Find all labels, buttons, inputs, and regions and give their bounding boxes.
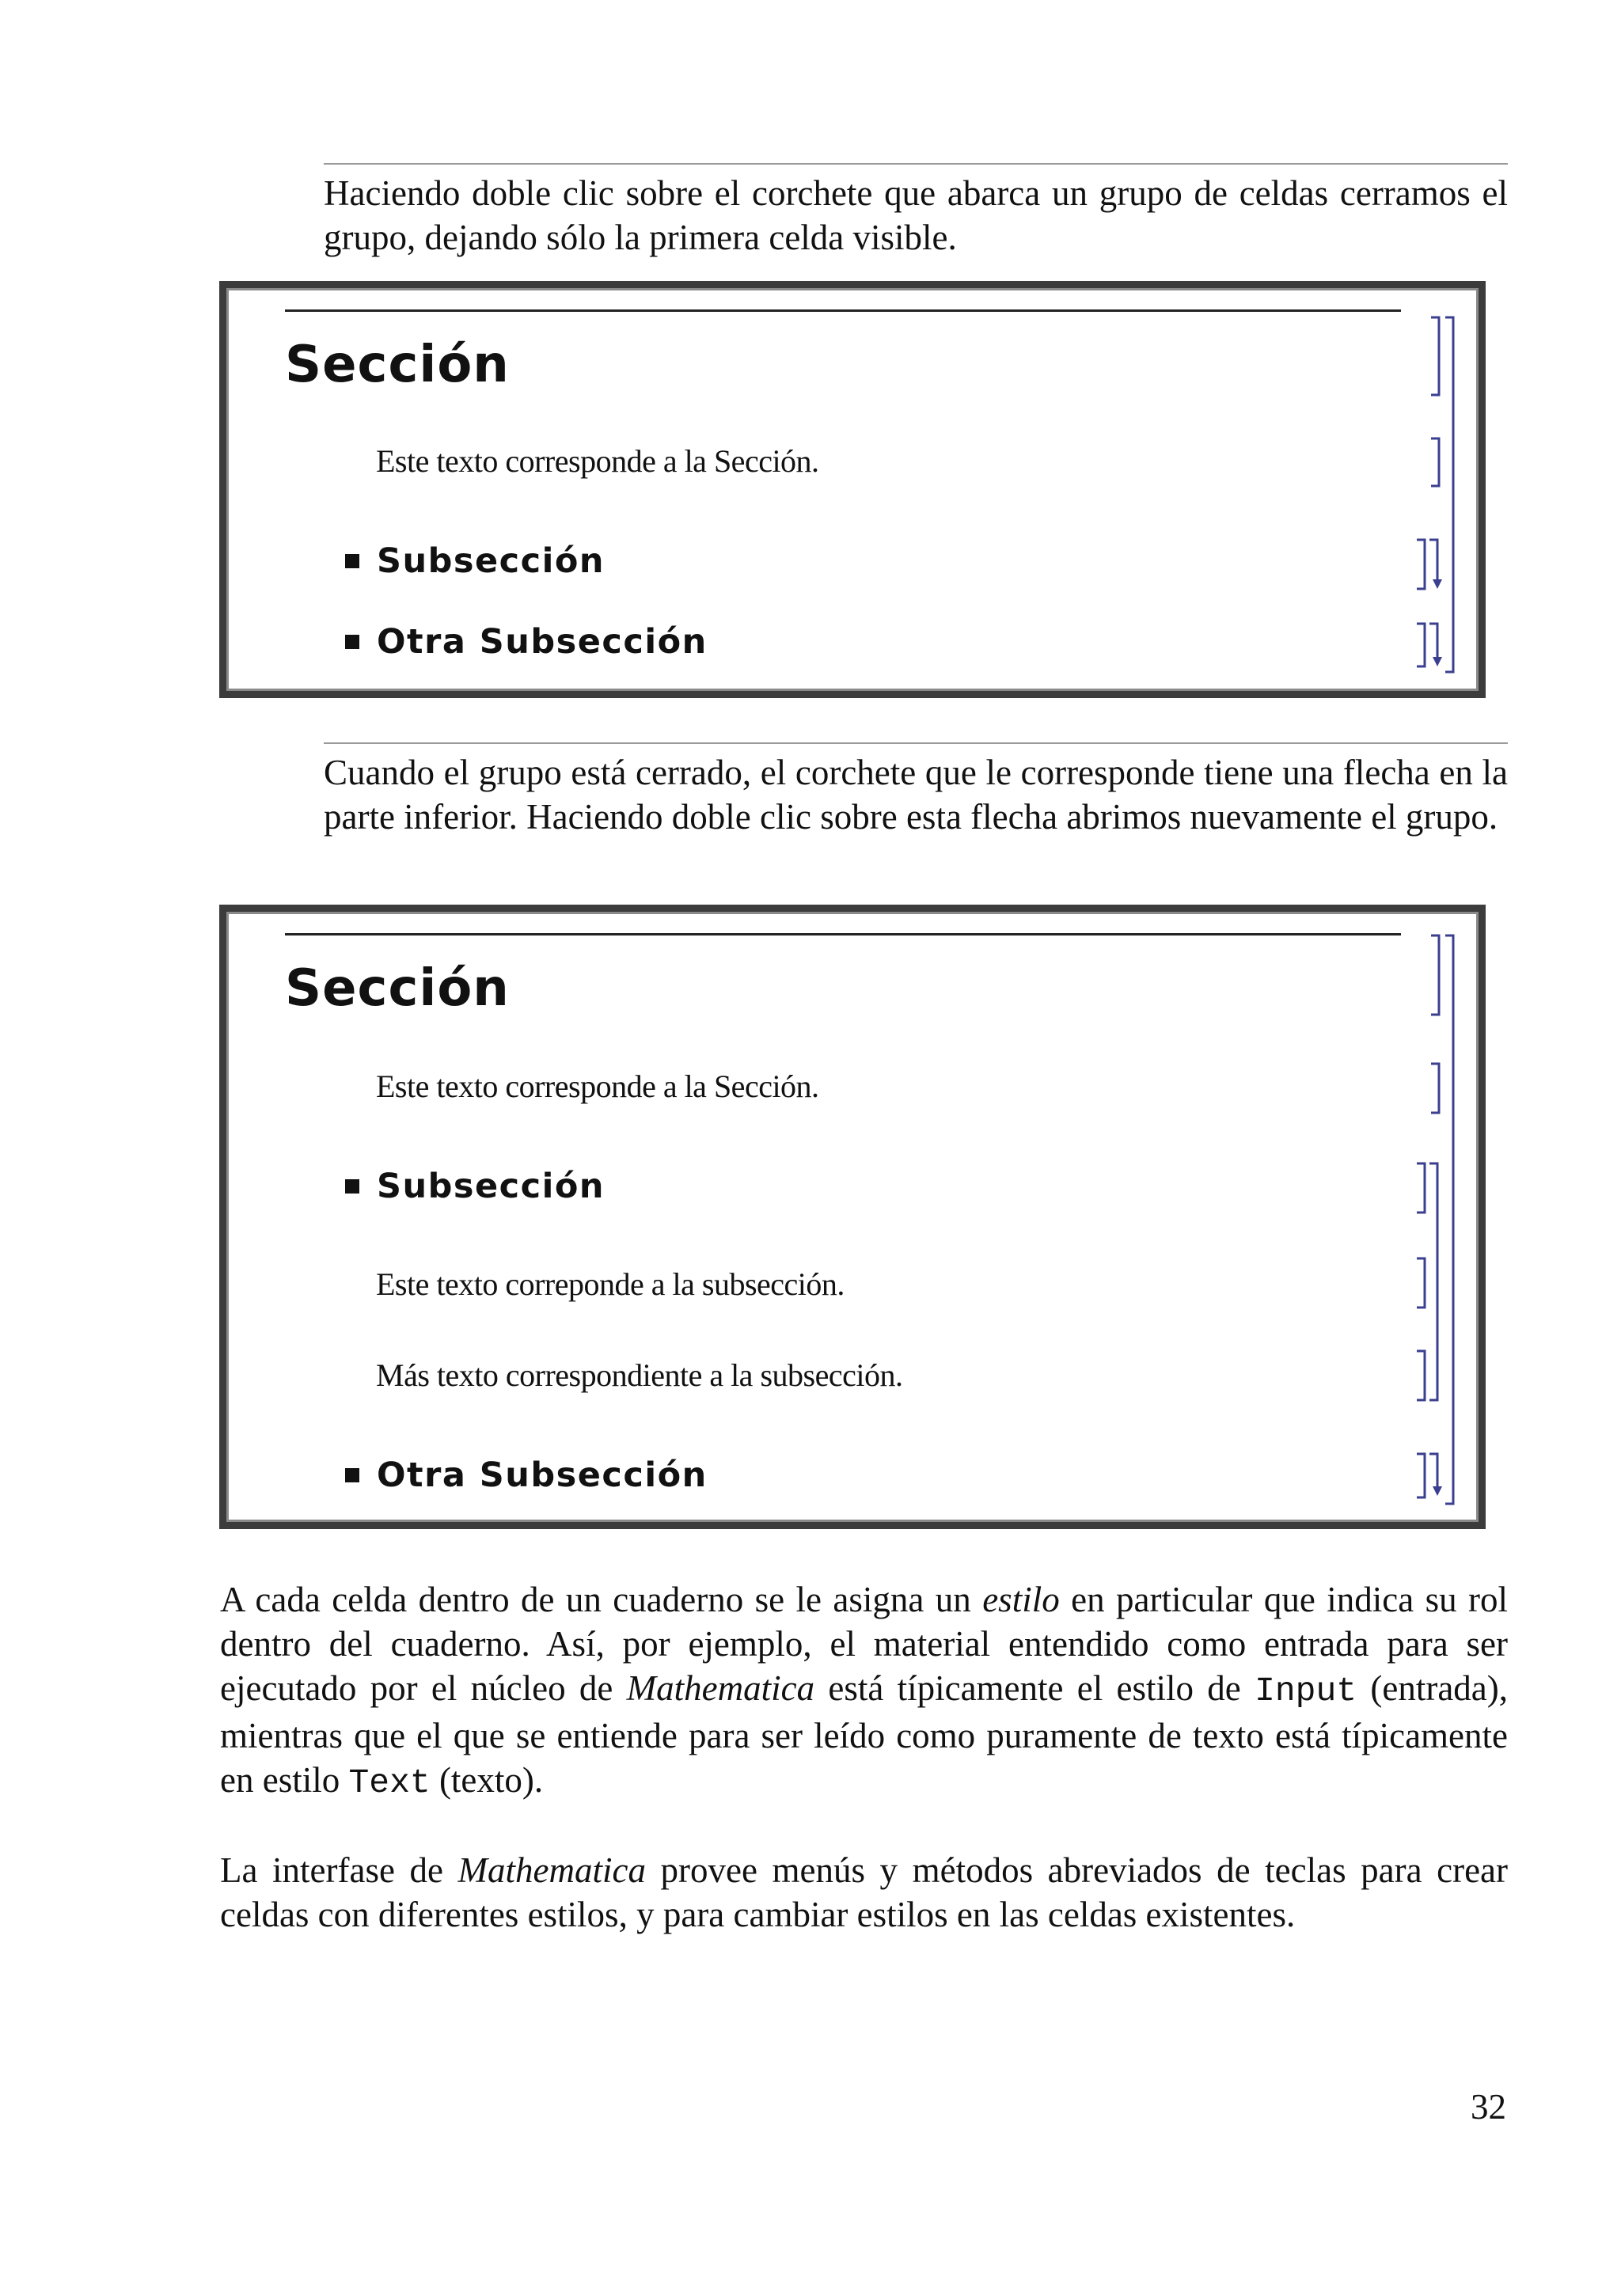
closed-group-bracket-icon [1429,540,1437,583]
closed-group-bracket-icon [1429,1454,1437,1490]
text-run: provee menús y métodos abreviados de teclas para crear celdas con diferentes estilos, y para cambiar estilos en las celdas existentes. [220,1850,1509,1934]
subsection-title [345,1167,605,1206]
group-bracket-icon [1429,1163,1437,1400]
other-subsection-title [345,622,708,662]
text-run: La interfase de [220,1850,458,1890]
separator-line [324,742,1508,744]
notebook-screenshot-closed [219,281,1486,698]
text-run-italic: Mathematica [457,1850,646,1890]
page-number: 32 [1471,2087,1506,2127]
cell-bracket-icon [1417,540,1425,589]
cell-bracket-icon [1431,317,1439,395]
section-title: Sección [285,336,510,394]
cell-bracket-icon [1431,1064,1439,1113]
section-rule [285,933,1401,935]
other-subsection-title [345,1455,708,1495]
bullet-icon [345,1468,359,1482]
code-run: Text [348,1763,431,1802]
paragraph-intro: Haciendo doble clic sobre el corchete que abarca un grupo de celdas cerramos el grupo, dejando sólo la primera celda visible. [324,173,1508,257]
cell-bracket-icon [1417,1258,1425,1307]
cell-bracket-icon [1431,935,1439,1015]
other-subsection-label: Otra Subsección [377,1455,708,1495]
cell-bracket-icon [1417,1163,1425,1213]
cell-brackets[interactable] [1391,288,1479,691]
group-bracket-icon [1445,317,1453,672]
section-title: Sección [285,959,510,1018]
closed-group-arrow-icon [1433,579,1442,589]
text-run: (entrada), mientras que el que se entiende para ser leído como puramente de texto está típicamente en estilo [220,1668,1508,1800]
section-text: Este texto corresponde a la Sección. [376,1068,819,1104]
bullet-icon [345,1179,359,1194]
cell-bracket-icon [1417,624,1425,666]
text-run: A cada celda dentro de un cuaderno se le asigna un [220,1580,983,1619]
text-run: en particular que indica su rol dentro del cuaderno. Así, por ejemplo, el material entendido como entrada para ser ejecutado por el núcleo de [220,1580,1508,1708]
text-run: está típicamente el estilo de [814,1668,1255,1708]
bullet-icon [345,635,359,649]
subsection-title [345,541,605,581]
code-run: Input [1255,1672,1357,1710]
section-text: Este texto corresponde a la Sección. [376,443,819,479]
notebook-screenshot-open [219,905,1486,1529]
subsection-label: Subsección [377,1167,605,1206]
paragraph-interface [220,1848,1508,1937]
separator-line [324,163,1508,165]
text-run-italic: Mathematica [626,1668,815,1708]
other-subsection-label: Otra Subsección [377,622,708,662]
cell-bracket-icon [1417,1351,1425,1400]
paragraph-closed-group: Cuando el grupo está cerrado, el corchete que le corresponde tiene una flecha en la parte inferior. Haciendo doble clic sobre esta flecha abrimos nuevamente el grupo. [324,753,1508,837]
cell-brackets[interactable] [1391,912,1479,1522]
bullet-icon [345,554,359,568]
subsection-text: Este texto correponde a la subsección. [376,1266,845,1302]
closed-group-arrow-icon [1433,657,1442,666]
subsection-text-more: Más texto correspondiente a la subsección. [376,1357,903,1393]
paragraph-styles [220,1577,1508,1805]
closed-group-bracket-icon [1429,624,1437,660]
cell-bracket-icon [1417,1454,1425,1497]
subsection-label: Subsección [377,541,605,581]
closed-group-arrow-icon [1433,1486,1442,1496]
section-rule [285,309,1401,312]
cell-bracket-icon [1431,438,1439,486]
text-run: (texto). [430,1760,544,1800]
text-run-italic: estilo [982,1580,1060,1619]
group-bracket-icon [1445,935,1453,1504]
